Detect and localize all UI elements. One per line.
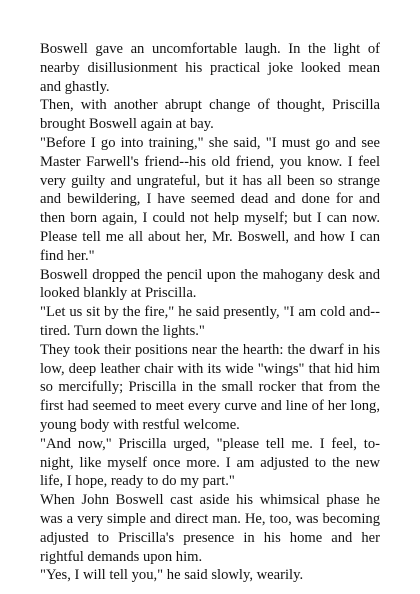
paragraph: They took their positions near the hearth: the dwarf in his low, deep leather chair with its wide "wings" that hid him so mercifully; Priscilla in the small rocker that from the first had seemed to meet every curve and line of her long, young body with restful welcome. <box>40 341 380 433</box>
paragraph: "Yes, I will tell you," he said slowly, wearily. <box>40 567 304 584</box>
paragraph: Boswell dropped the pencil upon the mahogany desk and looked blankly at Priscilla. <box>40 266 380 302</box>
document-page <box>40 40 380 585</box>
paragraph: Then, with another abrupt change of thought, Priscilla brought Boswell again at bay. <box>40 97 380 133</box>
paragraph: When John Boswell cast aside his whimsical phase he was a very simple and direct man. He, too, was becoming adjusted to Priscilla's presence in his home and her rightful demands upon him. <box>40 492 380 565</box>
paragraph: "And now," Priscilla urged, "please tell me. I feel, to-night, like myself once more. I am adjusted to the new life, I hope, ready to do my part." <box>40 435 380 490</box>
paragraph: "Let us sit by the fire," he said presently, "I am cold and--tired. Turn down the lights." <box>40 304 380 339</box>
paragraph: "Before I go into training," she said, "I must go and see Master Farwell's friend--his old friend, you know. I feel very guilty and ungrateful, but it has all been so strange and bewildering, I have seemed dead and done for and then born again, I could not help myself; but I can now. Please tell me all about her, Mr. Boswell, and how I can find her." <box>40 134 380 264</box>
paragraph: Boswell gave an uncomfortable laugh. In the light of nearby disillusionment his practical joke looked mean and ghastly. <box>40 41 380 95</box>
